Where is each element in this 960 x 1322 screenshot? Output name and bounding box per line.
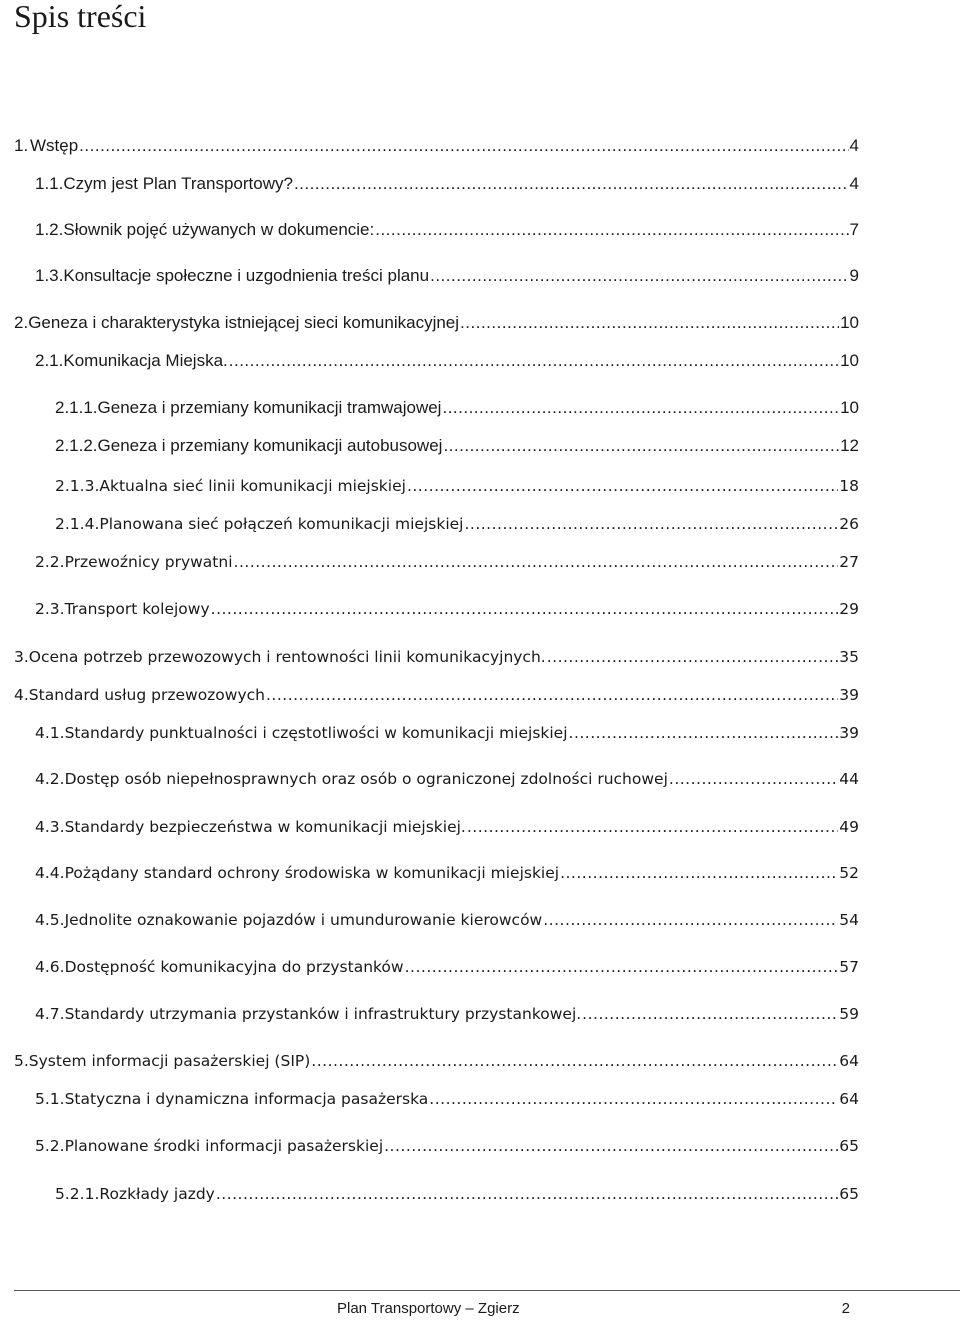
toc-leader-dots xyxy=(429,1089,838,1109)
toc-entry-title: Komunikacja Miejska. xyxy=(63,351,228,370)
toc-entry[interactable] xyxy=(35,719,859,743)
toc-entry-title: Standardy bezpieczeństwa w komunikacji miejskiej. xyxy=(64,818,466,836)
toc-entry-number: 1.1. xyxy=(35,174,64,193)
toc-entry-title: Słownik pojęć używanych w dokumencie: xyxy=(63,220,375,239)
toc-entry[interactable] xyxy=(35,170,859,194)
toc-entry-title: Geneza i przemiany komunikacji autobusowej xyxy=(97,436,443,455)
toc-entry[interactable] xyxy=(35,859,859,883)
toc-leader-dots xyxy=(569,723,839,743)
toc-entry-page: 39 xyxy=(839,686,859,704)
toc-leader-dots xyxy=(543,910,838,930)
toc-leader-dots xyxy=(669,769,838,789)
toc-entry[interactable] xyxy=(14,681,859,705)
toc-entry[interactable] xyxy=(14,643,859,667)
toc-leader-dots xyxy=(443,436,839,456)
toc-entry-page: 44 xyxy=(839,770,859,788)
toc-leader-dots xyxy=(442,398,839,418)
toc-entry[interactable] xyxy=(35,595,859,619)
toc-entry-title: Geneza i charakterystyka istniejącej sieci komunikacyjnej xyxy=(28,313,460,332)
toc-entry-page: 4 xyxy=(849,174,859,193)
toc-leader-dots xyxy=(216,1184,838,1204)
toc-entry-number: 2.1. xyxy=(35,351,64,370)
toc-leader-dots xyxy=(266,685,838,705)
toc-entry[interactable] xyxy=(55,510,859,534)
toc-leader-dots xyxy=(460,313,839,333)
toc-entry[interactable] xyxy=(55,1180,859,1204)
toc-entry-title: Wstęp xyxy=(29,136,79,155)
toc-entry-page: 27 xyxy=(839,553,859,571)
toc-entry-page: 7 xyxy=(849,220,859,239)
toc-leader-dots xyxy=(430,266,848,286)
toc-entry-page: 9 xyxy=(849,266,859,285)
toc-entry[interactable] xyxy=(35,813,859,837)
toc-entry-page: 29 xyxy=(839,600,859,618)
toc-entry-title: System informacji pasażerskiej (SIP) xyxy=(28,1052,311,1070)
toc-entry-number: 2.1.3. xyxy=(55,477,100,495)
toc-entry-page: 49 xyxy=(839,818,859,836)
toc-entry-page: 65 xyxy=(839,1137,859,1155)
toc-entry[interactable] xyxy=(35,1132,859,1156)
toc-leader-dots xyxy=(582,1004,838,1024)
toc-leader-dots xyxy=(384,1136,838,1156)
toc-entry-title: Pożądany standard ochrony środowiska w komunikacji miejskiej xyxy=(64,864,560,882)
toc-entry-title: Dostęp osób niepełnosprawnych oraz osób o ograniczonej zdolności ruchowej xyxy=(64,770,668,788)
toc-leader-dots xyxy=(547,647,839,667)
toc-entry[interactable] xyxy=(35,216,859,240)
toc-entry-number: 4.3. xyxy=(35,818,65,836)
toc-entry-number: 1. xyxy=(14,136,29,155)
toc-leader-dots xyxy=(467,817,838,837)
toc-entry-number: 2.1.2. xyxy=(55,436,98,455)
toc-leader-dots xyxy=(234,552,839,572)
toc-entry-number: 2.2. xyxy=(35,553,65,571)
footer-rule xyxy=(14,1290,960,1291)
toc-leader-dots xyxy=(311,1051,838,1071)
toc-leader-dots xyxy=(229,351,839,371)
toc-entry[interactable] xyxy=(55,432,859,456)
toc-entry-page: 18 xyxy=(839,477,859,495)
toc-entry[interactable] xyxy=(55,472,859,496)
toc-entry-page: 39 xyxy=(839,724,859,742)
toc-entry-page: 12 xyxy=(840,436,859,455)
toc-entry[interactable] xyxy=(35,1085,859,1109)
toc-leader-dots xyxy=(79,136,848,156)
toc-entry-number: 2.1.4. xyxy=(55,515,100,533)
toc-entry-page: 10 xyxy=(840,398,859,417)
toc-leader-dots xyxy=(375,220,848,240)
toc-entry-title: Przewoźnicy prywatni xyxy=(64,553,233,571)
toc-entry-title: Ocena potrzeb przewozowych i rentowności linii komunikacyjnych. xyxy=(28,648,546,666)
toc-entry-number: 5.2.1. xyxy=(55,1185,100,1203)
toc-entry[interactable] xyxy=(35,548,859,572)
toc-entry-page: 64 xyxy=(839,1090,859,1108)
footer-page-number: 2 xyxy=(841,1300,850,1317)
toc-entry[interactable] xyxy=(35,953,859,977)
toc-entry-title: Standard usług przewozowych xyxy=(28,686,265,704)
toc-entry-title: Planowana sieć połączeń komunikacji miejskiej xyxy=(99,515,464,533)
toc-entry-title: Rozkłady jazdy xyxy=(99,1185,215,1203)
toc-entry-number: 4.4. xyxy=(35,864,65,882)
page-title: Spis treści xyxy=(14,0,147,34)
toc-entry-page: 10 xyxy=(840,351,859,370)
toc-leader-dots xyxy=(407,476,838,496)
toc-entry[interactable] xyxy=(14,1047,859,1071)
toc-entry-number: 5. xyxy=(14,1052,29,1070)
toc-entry-number: 1.3. xyxy=(35,266,64,285)
toc-entry-number: 4. xyxy=(14,686,29,704)
toc-entry-title: Dostępność komunikacyjna do przystanków xyxy=(64,958,404,976)
toc-entry-page: 59 xyxy=(839,1005,859,1023)
toc-entry-page: 54 xyxy=(839,911,859,929)
toc-entry[interactable] xyxy=(35,765,859,789)
toc-entry-page: 10 xyxy=(840,313,859,332)
toc-entry-number: 3. xyxy=(14,648,29,666)
toc-entry[interactable] xyxy=(14,132,859,156)
toc-entry[interactable] xyxy=(35,262,859,286)
toc-leader-dots xyxy=(560,863,838,883)
toc-leader-dots xyxy=(211,599,839,619)
toc-entry-page: 52 xyxy=(839,864,859,882)
toc-entry-title: Planowane środki informacji pasażerskiej xyxy=(64,1137,384,1155)
toc-entry-title: Statyczna i dynamiczna informacja pasażerska xyxy=(64,1090,429,1108)
toc-entry-number: 5.1. xyxy=(35,1090,65,1108)
toc-entry-title: Konsultacje społeczne i uzgodnienia treści planu xyxy=(63,266,430,285)
toc-entry-number: 2.1.1. xyxy=(55,398,98,417)
toc-entry-number: 5.2. xyxy=(35,1137,65,1155)
toc-entry-number: 4.5. xyxy=(35,911,65,929)
toc-entry-title: Czym jest Plan Transportowy? xyxy=(63,174,293,193)
toc-entry-number: 4.6. xyxy=(35,958,65,976)
toc-entry-number: 2.3. xyxy=(35,600,65,618)
toc-leader-dots xyxy=(405,957,839,977)
toc-entry-page: 26 xyxy=(839,515,859,533)
toc-entry[interactable] xyxy=(14,309,859,333)
toc-entry[interactable] xyxy=(55,394,859,418)
toc-entry-title: Aktualna sieć linii komunikacji miejskiej xyxy=(99,477,406,495)
toc-entry-number: 1.2. xyxy=(35,220,64,239)
toc-entry-title: Geneza i przemiany komunikacji tramwajowej xyxy=(97,398,442,417)
toc-entry-title: Jednolite oznakowanie pojazdów i umundurowanie kierowców xyxy=(64,911,543,929)
toc-leader-dots xyxy=(294,174,849,194)
toc-entry-title: Transport kolejowy xyxy=(64,600,210,618)
toc-entry-title: Standardy utrzymania przystanków i infrastruktury przystankowej. xyxy=(64,1005,582,1023)
toc-entry-page: 64 xyxy=(839,1052,859,1070)
toc-entry[interactable] xyxy=(35,906,859,930)
toc-entry-number: 2. xyxy=(14,313,29,332)
toc-entry-page: 4 xyxy=(849,136,859,155)
toc-entry[interactable] xyxy=(35,347,859,371)
toc-entry-title: Standardy punktualności i częstotliwości w komunikacji miejskiej xyxy=(64,724,568,742)
toc-entry-number: 4.7. xyxy=(35,1005,65,1023)
toc-entry-page: 65 xyxy=(839,1185,859,1203)
toc-entry-page: 57 xyxy=(839,958,859,976)
toc-entry-number: 4.1. xyxy=(35,724,65,742)
toc-entry[interactable] xyxy=(35,1000,859,1024)
toc-entry-number: 4.2. xyxy=(35,770,65,788)
footer-document-title: Plan Transportowy – Zgierz xyxy=(337,1300,520,1317)
toc-entry-page: 35 xyxy=(839,648,859,666)
toc-leader-dots xyxy=(464,514,838,534)
